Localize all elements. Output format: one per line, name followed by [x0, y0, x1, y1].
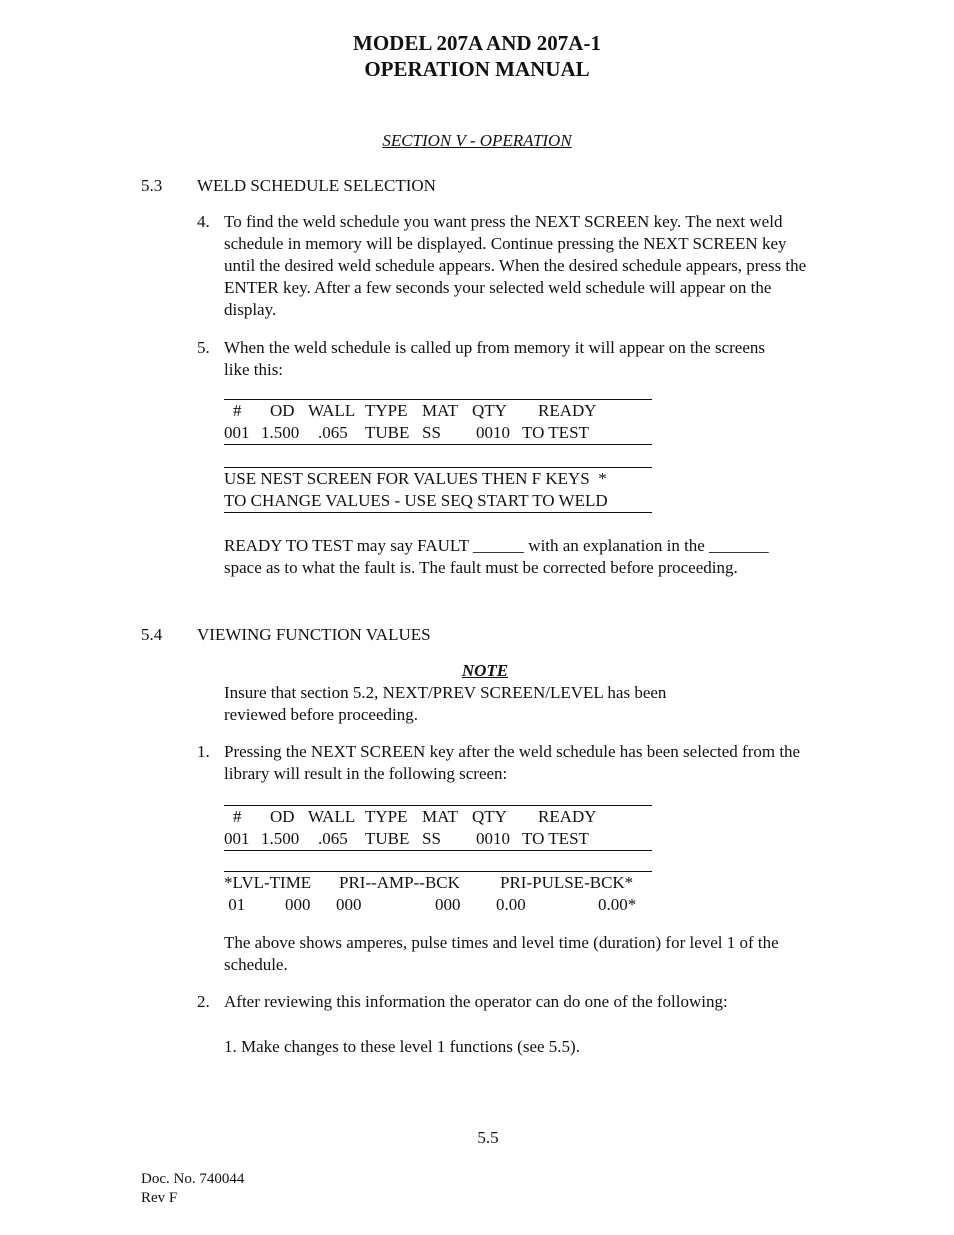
val-mat: SS — [422, 829, 441, 848]
item-1-text: Pressing the NEXT SCREEN key after the weld schedule has been selected from the library will result in the following screen: — [224, 742, 801, 783]
item-5-text: When the weld schedule is called up from memory it will appear on the screens like this: — [224, 338, 765, 379]
hdr-wall: WALL — [308, 807, 356, 826]
hdr-type: TYPE — [365, 401, 408, 420]
hdr-ready: READY — [538, 807, 597, 826]
item-number-2: 2. — [197, 992, 210, 1011]
section-title: SECTION V - OPERATION — [382, 131, 572, 150]
val-ready: TO TEST — [522, 829, 589, 848]
hdr-qty: QTY — [472, 401, 507, 420]
val-od: 1.500 — [261, 423, 300, 442]
section-number-5-4: 5.4 — [141, 625, 163, 644]
hdr-mat: MAT — [422, 807, 458, 826]
val-level: 01 — [228, 895, 246, 914]
page-number: 5.5 — [477, 1128, 499, 1147]
section-heading-weld-schedule: WELD SCHEDULE SELECTION — [197, 176, 436, 195]
screen-header-row — [224, 806, 652, 828]
hdr-mat: MAT — [422, 401, 458, 420]
val-ready: TO TEST — [522, 423, 589, 442]
display-screen-schedule-2 — [224, 805, 652, 851]
val-number: 001 — [224, 423, 250, 442]
item-number-1: 1. — [197, 742, 210, 761]
document-title-line2: OPERATION MANUAL — [364, 57, 590, 81]
item-2-text: After reviewing this information the operator can do one of the following: — [224, 992, 728, 1011]
hdr-number: # — [233, 807, 242, 826]
val-wall: .065 — [318, 829, 348, 848]
val-type: TUBE — [365, 829, 410, 848]
hdr-lvl-time: *LVL-TIME — [224, 873, 312, 892]
hdr-od: OD — [270, 807, 295, 826]
screen-header-row — [224, 400, 652, 422]
document-title-line1: MODEL 207A AND 207A-1 — [353, 31, 601, 55]
val-level-time: 000 — [285, 895, 311, 914]
val-qty: 0010 — [476, 423, 510, 442]
hdr-wall: WALL — [308, 401, 356, 420]
item-number-5: 5. — [197, 338, 210, 357]
screen-value-row — [224, 422, 652, 444]
display-screen-schedule — [224, 399, 652, 445]
val-type: TUBE — [365, 423, 410, 442]
val-qty: 0010 — [476, 829, 510, 848]
section-number-5-3: 5.3 — [141, 176, 163, 195]
sub-item-1-text: 1. Make changes to these level 1 functions (see 5.5). — [224, 1037, 580, 1056]
section-heading-function-values: VIEWING FUNCTION VALUES — [197, 625, 431, 644]
val-bck-pulse: 0.00* — [598, 895, 637, 914]
val-pri-pulse: 0.00 — [496, 895, 526, 914]
item-4-text: To find the weld schedule you want press the NEXT SCREEN key. The next weld schedule in memory will be displayed. Continue pressing the NEXT SCREEN key until the desired weld schedule appears. When the desired schedule appears, press the ENTER key. After a few seconds your selected weld schedule will appear on the display. — [224, 212, 807, 319]
display-screen-level-values — [224, 871, 652, 916]
doc-number: Doc. No. 740044 — [141, 1171, 245, 1187]
val-pri-amp: 000 — [336, 895, 362, 914]
hdr-ready: READY — [538, 401, 597, 420]
note-text: Insure that section 5.2, NEXT/PREV SCREEN/LEVEL has been reviewed before proceeding. — [224, 683, 667, 724]
level-header-row — [224, 872, 652, 894]
item-number-4: 4. — [197, 212, 210, 231]
above-shows-text: The above shows amperes, pulse times and level time (duration) for level 1 of the schedule. — [224, 933, 779, 974]
display-screen-instructions — [224, 467, 652, 513]
screen-value-row — [224, 828, 652, 850]
hdr-pulse: PRI-PULSE-BCK* — [500, 873, 634, 892]
revision: Rev F — [141, 1190, 178, 1206]
instruction-line-1: USE NEST SCREEN FOR VALUES THEN F KEYS * — [224, 469, 607, 488]
note-title: NOTE — [461, 661, 509, 680]
hdr-qty: QTY — [472, 807, 507, 826]
hdr-amp: PRI--AMP--BCK — [339, 873, 460, 892]
level-value-row — [224, 894, 652, 916]
val-bck-amp: 000 — [435, 895, 461, 914]
val-mat: SS — [422, 423, 441, 442]
ready-to-test-text: READY TO TEST may say FAULT ______ with an explanation in the _______ space as to what the fault is. The fault must be corrected before proceeding. — [224, 536, 769, 577]
val-od: 1.500 — [261, 829, 300, 848]
val-wall: .065 — [318, 423, 348, 442]
val-number: 001 — [224, 829, 250, 848]
hdr-number: # — [233, 401, 242, 420]
hdr-od: OD — [270, 401, 295, 420]
hdr-type: TYPE — [365, 807, 408, 826]
instruction-line-2: TO CHANGE VALUES - USE SEQ START TO WELD — [224, 491, 608, 510]
